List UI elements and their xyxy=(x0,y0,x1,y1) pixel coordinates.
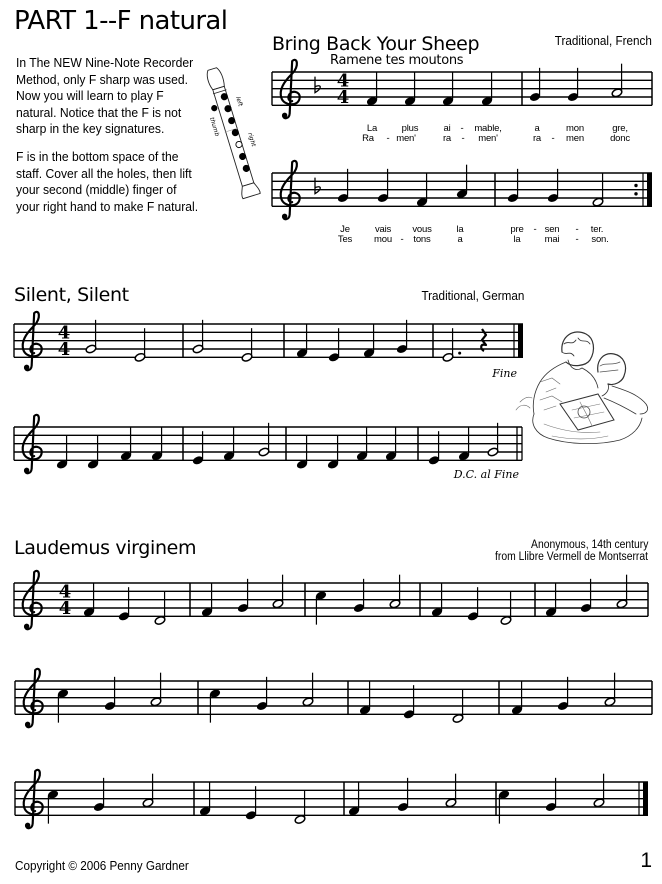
lyric-syllable: sen xyxy=(544,224,560,235)
staff xyxy=(14,312,523,380)
staff xyxy=(272,60,652,144)
thumb-hole-icon xyxy=(210,104,218,112)
lyric-syllable: tons xyxy=(413,234,431,245)
lyric-syllable: Ra xyxy=(362,133,374,144)
lyric-syllable: - xyxy=(551,133,555,144)
lyric-syllable: ra xyxy=(442,133,452,144)
musical-marking: D.C. al Fine xyxy=(453,468,519,481)
note xyxy=(104,677,116,711)
staff xyxy=(14,415,522,481)
note xyxy=(237,579,249,613)
note xyxy=(258,423,270,457)
note xyxy=(192,320,204,354)
note xyxy=(134,328,146,362)
lyric-syllable: mable, xyxy=(474,123,502,134)
recorder-label-left: left xyxy=(234,95,244,108)
lyric-syllable: La xyxy=(366,123,378,134)
flat-sign-icon xyxy=(315,178,320,194)
time-signature: 4 xyxy=(58,581,72,603)
final-barline xyxy=(647,173,652,206)
note xyxy=(192,431,204,465)
lyric-syllable: vous xyxy=(412,224,432,235)
intro-line: Now you will learn to play F xyxy=(16,88,164,104)
note xyxy=(85,320,97,354)
note xyxy=(118,587,130,621)
lyric-syllable: mai xyxy=(544,234,560,245)
lyric-syllable: - xyxy=(400,234,404,245)
lyric-syllable: - xyxy=(533,224,537,235)
note xyxy=(256,677,268,711)
note xyxy=(487,423,499,457)
augmentation-dot xyxy=(458,352,461,355)
note xyxy=(245,786,257,820)
lyric-syllable: mou xyxy=(374,234,392,245)
note xyxy=(396,320,408,354)
note xyxy=(547,169,559,203)
note xyxy=(557,677,569,711)
page-title: PART 1--F natural xyxy=(14,6,228,36)
time-signature: 4 xyxy=(336,70,350,92)
staff xyxy=(272,161,652,245)
recorder-fingering-diagram xyxy=(195,63,271,202)
page-number: 1 xyxy=(640,849,652,872)
musical-marking: Fine xyxy=(492,367,517,380)
repeat-dot xyxy=(634,192,637,195)
lyric-syllable: la xyxy=(513,234,521,245)
time-signature: 4 xyxy=(336,86,350,108)
intro-line: your second (middle) finger of xyxy=(16,182,177,198)
copyright-notice: Copyright © 2006 Penny Gardner xyxy=(15,858,189,873)
lyric-syllable: ai xyxy=(443,123,451,134)
note xyxy=(353,579,365,613)
note xyxy=(580,579,592,613)
note xyxy=(507,169,519,203)
note xyxy=(241,328,253,362)
intro-line: sharp in the key signatures. xyxy=(16,121,165,137)
note xyxy=(428,431,440,465)
lyric-syllable: son. xyxy=(591,234,609,245)
flat-sign-icon xyxy=(315,77,320,93)
song-title-silent-silent: Silent, Silent xyxy=(14,284,129,306)
staff xyxy=(15,770,648,828)
intro-line: your right hand to make F natural. xyxy=(16,198,199,214)
final-barline xyxy=(643,782,648,815)
lyric-syllable: men xyxy=(566,133,584,144)
time-signature: 4 xyxy=(57,322,71,344)
note xyxy=(397,778,409,812)
note xyxy=(567,68,579,102)
lyric-syllable: mon xyxy=(566,123,584,134)
repeat-dot xyxy=(634,184,637,187)
lyric-syllable: - xyxy=(386,133,390,144)
note xyxy=(467,587,479,621)
lyric-syllable: a xyxy=(534,123,540,134)
time-signature: 4 xyxy=(57,338,71,360)
final-barline xyxy=(518,324,523,357)
lyric-syllable: donc xyxy=(610,133,630,144)
intro-line: F is in the bottom space of the xyxy=(16,148,179,164)
lyric-syllable: plus xyxy=(401,123,419,134)
lyric-syllable: gre, xyxy=(612,123,628,134)
lyric-syllable: Tes xyxy=(337,234,353,245)
lyric-syllable: - xyxy=(460,123,464,134)
lyric-syllable: vais xyxy=(374,224,392,235)
song-attribution-source: from Llibre Vermell de Montserrat xyxy=(494,551,648,563)
song-attribution: Traditional, French xyxy=(554,33,652,48)
note xyxy=(93,778,105,812)
children-reading-illustration xyxy=(516,332,648,444)
note xyxy=(328,328,340,362)
note xyxy=(529,68,541,102)
song-subtitle: Ramene tes moutons xyxy=(330,53,464,68)
lyric-syllable: - xyxy=(575,234,579,245)
staves xyxy=(14,60,652,828)
time-signature: 4 xyxy=(58,597,72,619)
lyric-syllable: Je xyxy=(340,224,350,235)
intro-line: Method, only F sharp was used. xyxy=(16,71,188,87)
lyric-syllable: - xyxy=(461,133,465,144)
lyric-syllable: la xyxy=(456,224,464,235)
intro-line: staff. Cover all the holes, then lift xyxy=(16,165,192,181)
recorder-label-thumb: thumb xyxy=(207,116,221,138)
song-attribution: Anonymous, 14th century xyxy=(530,539,648,551)
intro-line: natural. Notice that the F is not xyxy=(16,104,182,120)
note xyxy=(403,685,415,719)
song-title-bring-back-your-sheep: Bring Back Your Sheep xyxy=(272,33,480,55)
lyric-syllable: men' xyxy=(478,133,498,144)
lyric-syllable: - xyxy=(575,224,579,235)
note xyxy=(545,778,557,812)
note xyxy=(377,169,389,203)
intro-line: In The NEW Nine-Note Recorder xyxy=(16,55,194,70)
staff xyxy=(14,571,648,629)
song-title-laudemus-virginem: Laudemus virginem xyxy=(14,537,197,559)
staff xyxy=(15,669,652,727)
lyric-syllable: ra xyxy=(532,133,542,144)
song-attribution: Traditional, German xyxy=(421,288,524,303)
note xyxy=(337,169,349,203)
lyric-syllable: a xyxy=(457,234,463,245)
lyric-syllable: ter. xyxy=(590,224,604,235)
lyric-syllable: men' xyxy=(396,133,416,144)
lyric-syllable: pre xyxy=(510,224,524,235)
recorder-label-right: right xyxy=(246,131,258,148)
